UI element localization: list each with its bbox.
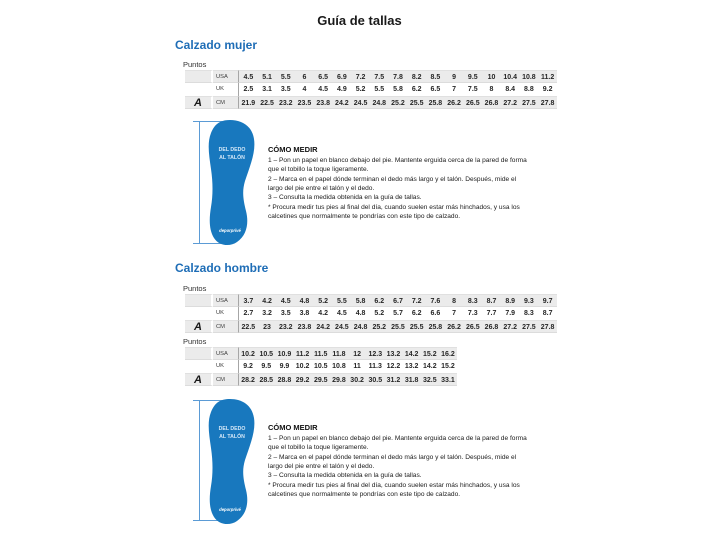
size-value: 5.8 [351,294,370,307]
size-value: 25.5 [389,320,408,333]
size-value: 28.2 [239,373,257,386]
size-value: 24.2 [333,96,352,109]
foot-label-line2: AL TALÓN [219,434,245,440]
size-value: 9.5 [257,360,275,373]
size-value: 23.2 [276,96,295,109]
size-value: 15.2 [421,347,439,360]
size-value: 6.5 [314,70,333,83]
size-value: 2.7 [239,307,258,320]
brand-logo: deporprivé [219,228,241,233]
size-table-row-uk [185,360,457,373]
size-value: 29.5 [312,373,330,386]
size-value: 9.5 [463,70,482,83]
size-table-men-2 [185,347,457,386]
size-value: 13.2 [384,347,402,360]
how-to-step-1: 1 – Pon un papel en blanco debajo del pie. Mantente erguida cerca de la pared de forma que el tobillo la toque ligeramente. [268,157,527,174]
size-value: 25.2 [370,320,389,333]
size-value: 6.6 [426,307,445,320]
row-label: USA [213,70,239,83]
size-value: 6.2 [407,83,426,96]
size-value: 5.2 [370,307,389,320]
size-value: 10 [482,70,501,83]
size-value: 4.8 [295,294,314,307]
size-value: 8.3 [463,294,482,307]
size-value: 4 [295,83,314,96]
size-value: 5.7 [389,307,408,320]
size-value: 30.5 [366,373,384,386]
size-value: 29.2 [294,373,312,386]
brand-logo: deporprivé [219,507,241,512]
size-value: 31.2 [384,373,402,386]
size-value: 12.3 [366,347,384,360]
size-value: 11.2 [538,70,557,83]
size-value: 8.9 [501,294,520,307]
size-value: 8.3 [520,307,539,320]
size-value: 4.2 [258,294,277,307]
size-value: 10.8 [330,360,348,373]
size-value: 29.8 [330,373,348,386]
size-value: 27.2 [501,96,520,109]
size-value: 15.2 [439,360,457,373]
size-value: 6.5 [426,83,445,96]
size-value: 10.4 [501,70,520,83]
foot-insole-diagram [205,398,257,526]
size-value: 8.5 [426,70,445,83]
size-value: 3.7 [239,294,258,307]
size-value: 5.2 [351,83,370,96]
size-value: 26.5 [463,96,482,109]
size-value: 10.5 [257,347,275,360]
size-value: 6.7 [389,294,408,307]
size-table-row-cm [185,320,557,333]
size-value: 28.5 [257,373,275,386]
size-value: 6.2 [370,294,389,307]
size-value: 3.8 [295,307,314,320]
size-value: 8 [445,294,464,307]
how-to-measure-title: CÓMO MEDIR [268,423,318,432]
size-value: 24.2 [314,320,333,333]
size-value: 9.7 [538,294,557,307]
size-value: 26.2 [445,320,464,333]
size-value: 3.2 [258,307,277,320]
size-value: 27.8 [538,320,557,333]
how-to-step-2: 2 – Marca en el papel dónde terminan el dedo más largo y el talón. Después, mide el largo del pie entre el talón y el dedo. [268,453,517,471]
size-value: 12.2 [384,360,402,373]
size-value: 4.5 [276,294,295,307]
table-corner-empty [185,294,213,307]
size-value: 7 [445,83,464,96]
section-heading-men: Calzado hombre [175,261,269,275]
size-value: 10.5 [312,360,330,373]
how-to-step-1: 1 – Pon un papel en blanco debajo del pie. Mantente erguida cerca de la pared de forma que el tobillo la toque ligeramente. [268,435,527,452]
size-value: 3.5 [276,83,295,96]
size-value: 8.4 [501,83,520,96]
size-value: 7 [445,307,464,320]
size-value: 11 [348,360,366,373]
size-value: 9.3 [520,294,539,307]
size-value: 23.5 [295,96,314,109]
size-value: 25.2 [389,96,408,109]
size-value: 23.8 [314,96,333,109]
size-value: 16.2 [439,347,457,360]
how-to-step-3: 3 – Consulta la medida obtenida en la guía de tallas. [268,194,422,202]
size-value: 5.2 [314,294,333,307]
size-value: 31.8 [403,373,421,386]
section-heading-women: Calzado mujer [175,38,258,52]
size-table-men-1 [185,294,557,333]
size-value: 26.5 [463,320,482,333]
table-corner-empty [185,307,213,320]
size-value: 3.1 [258,83,277,96]
size-value: 25.5 [407,96,426,109]
size-value: 10.2 [294,360,312,373]
size-value: 11.2 [294,347,312,360]
size-value: 27.8 [538,96,557,109]
row-label: UK [213,360,239,373]
size-value: 27.5 [520,320,539,333]
size-value: 13.2 [403,360,421,373]
foot-insole-diagram [205,119,257,247]
size-value: 9 [445,70,464,83]
row-label: UK [213,83,239,96]
how-to-measure-men [268,423,528,500]
size-value: 7.6 [426,294,445,307]
row-label: USA [213,347,239,360]
foot-outline-icon [205,119,257,247]
how-to-step-3: 3 – Consulta la medida obtenida en la guía de tallas. [268,472,422,480]
page-title: Guía de tallas [317,13,402,28]
size-value: 7.5 [463,83,482,96]
size-value: 7.3 [463,307,482,320]
measure-line-vertical [199,121,200,244]
size-value: 24.5 [351,96,370,109]
how-to-note: * Procura medir tus pies al final del día, cuando suelen estar más hinchados, y usa los calcetines que normalmente te pondrías con este tipo de calzado. [268,481,520,499]
size-value: 6.9 [333,70,352,83]
size-value: 4.8 [351,307,370,320]
size-table-row-uk [185,307,557,320]
size-value: 21.9 [239,96,258,109]
size-value: 7.8 [389,70,408,83]
size-value: 30.2 [348,373,366,386]
size-value: 5.5 [370,83,389,96]
size-value: 25.8 [426,320,445,333]
size-value: 26.2 [445,96,464,109]
size-value: 4.5 [333,307,352,320]
how-to-step-2: 2 – Marca en el papel dónde terminan el dedo más largo y el talón. Después, mide el largo del pie entre el talón y el dedo. [268,175,517,193]
size-value: 33.1 [439,373,457,386]
table-corner-label: A [185,373,213,386]
size-value: 4.5 [239,70,258,83]
size-value: 7.2 [407,294,426,307]
size-value: 23.2 [276,320,295,333]
size-table-row-usa [185,70,557,83]
row-label: CM [213,373,239,386]
size-value: 24.5 [333,320,352,333]
size-value: 7.5 [370,70,389,83]
size-value: 24.8 [351,320,370,333]
foot-outline-icon [205,398,257,526]
size-value: 7.9 [501,307,520,320]
foot-label-line1: DEL DEDO [218,426,246,432]
size-value: 9.9 [275,360,293,373]
size-value: 4.2 [314,307,333,320]
size-value: 12 [348,347,366,360]
how-to-measure-title: CÓMO MEDIR [268,145,318,154]
size-value: 7.2 [351,70,370,83]
size-value: 14.2 [421,360,439,373]
measure-line-vertical [199,400,200,521]
size-value: 10.9 [275,347,293,360]
table-corner-label: A [185,96,213,109]
size-value: 6.2 [407,307,426,320]
foot-label-line1: DEL DEDO [218,147,246,153]
size-value: 4.5 [314,83,333,96]
size-table-women [185,70,557,109]
size-value: 4.9 [333,83,352,96]
table-caption-puntos: Puntos [183,284,207,293]
size-value: 8 [482,83,501,96]
how-to-note: * Procura medir tus pies al final del día, cuando suelen estar más hinchados, y usa los calcetines que normalmente te pondrías con este tipo de calzado. [268,203,520,221]
table-corner-label: A [185,320,213,333]
size-value: 2.5 [239,83,258,96]
row-label: CM [213,96,239,109]
size-table-row-cm [185,96,557,109]
size-value: 23.8 [295,320,314,333]
size-value: 10.8 [520,70,539,83]
table-corner-empty [185,360,213,373]
size-value: 3.5 [276,307,295,320]
size-value: 5.5 [333,294,352,307]
size-value: 27.5 [520,96,539,109]
size-value: 5.1 [258,70,277,83]
size-value: 26.8 [482,320,501,333]
size-table-row-uk [185,83,557,96]
table-caption-puntos: Puntos [183,60,207,69]
size-value: 23 [258,320,277,333]
size-value: 8.8 [520,83,539,96]
size-value: 26.8 [482,96,501,109]
size-value: 8.2 [407,70,426,83]
size-value: 11.5 [312,347,330,360]
row-label: UK [213,307,239,320]
size-value: 8.7 [538,307,557,320]
size-value: 6 [295,70,314,83]
size-value: 11.8 [330,347,348,360]
size-value: 22.5 [258,96,277,109]
size-value: 7.7 [482,307,501,320]
table-corner-empty [185,83,213,96]
table-caption-puntos: Puntos [183,337,207,346]
size-value: 25.5 [407,320,426,333]
size-value: 9.2 [239,360,257,373]
size-value: 25.8 [426,96,445,109]
row-label: USA [213,294,239,307]
size-value: 5.5 [276,70,295,83]
size-value: 8.7 [482,294,501,307]
size-value: 32.5 [421,373,439,386]
size-table-row-usa [185,347,457,360]
table-corner-empty [185,347,213,360]
row-label: CM [213,320,239,333]
size-table-row-usa [185,294,557,307]
size-value: 9.2 [538,83,557,96]
size-value: 28.8 [275,373,293,386]
foot-label-line2: AL TALÓN [219,155,245,161]
how-to-measure-women [268,145,528,222]
size-value: 11.3 [366,360,384,373]
size-value: 5.8 [389,83,408,96]
size-value: 10.2 [239,347,257,360]
size-value: 14.2 [403,347,421,360]
table-corner-empty [185,70,213,83]
size-table-row-cm [185,373,457,386]
size-value: 27.2 [501,320,520,333]
size-value: 24.8 [370,96,389,109]
size-value: 22.5 [239,320,258,333]
